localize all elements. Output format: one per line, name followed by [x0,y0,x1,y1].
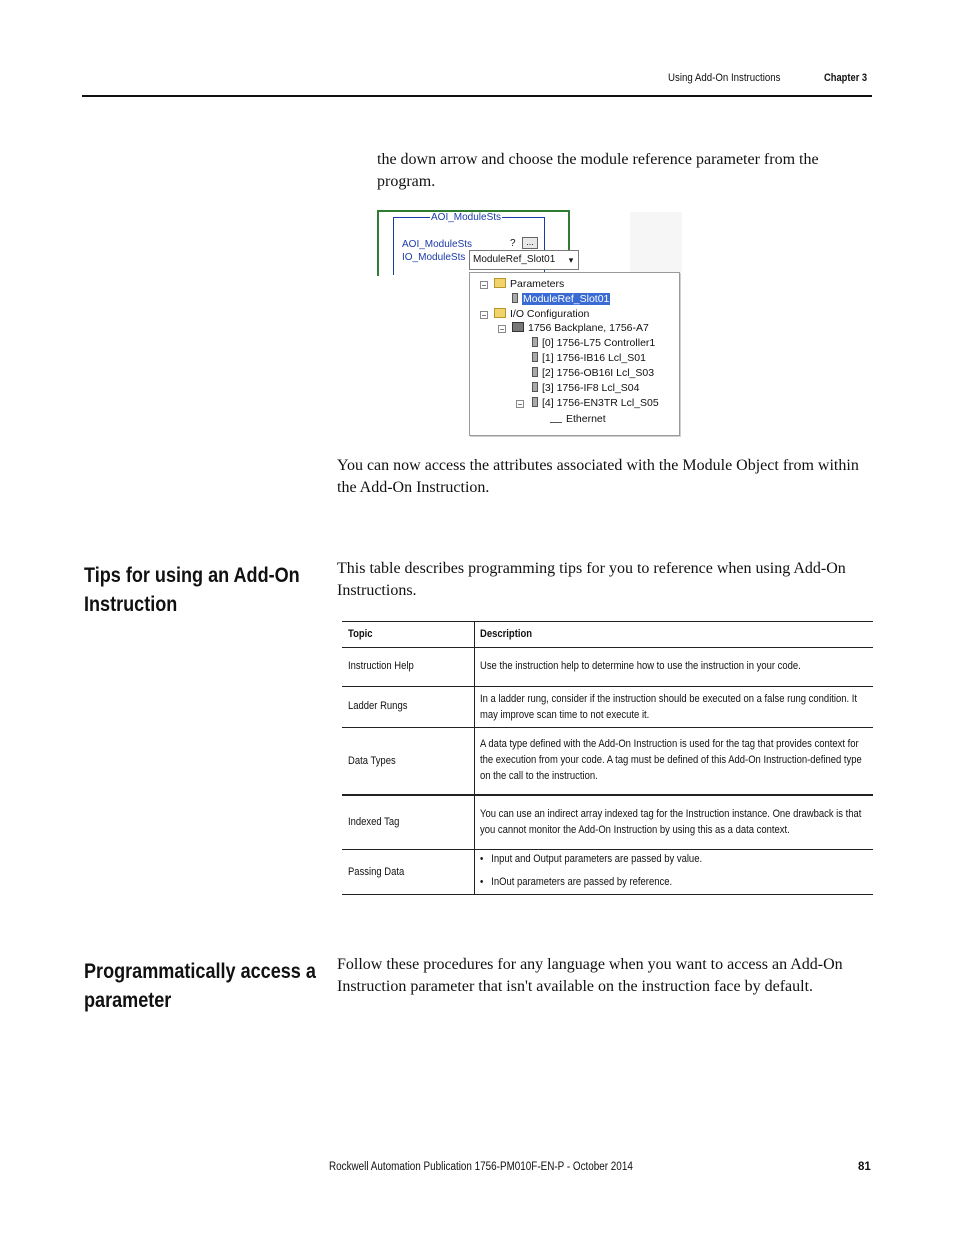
row-bullet: • Input and Output parameters are passed by value. [480,853,703,865]
aoi-param-module: IO_ModuleSts [402,252,466,263]
table-row [342,727,873,795]
header-rule [82,95,872,97]
row-topic: Ladder Rungs [348,700,408,712]
row-description: In a ladder rung, consider if the instruction should be executed on a false rung condition. It may improve scan time to not execute it. [480,693,858,721]
tree-item-slot4[interactable]: [4] 1756-EN3TR Lcl_S05 [532,397,659,409]
row-topic: Instruction Help [348,660,414,672]
table-row [342,686,873,728]
module-icon [532,352,538,362]
row-description: Use the instruction help to determine how to use the instruction in your code. [480,660,801,672]
combo-value: ModuleRef_Slot01 [473,254,556,265]
ladder-right-rail [568,210,570,252]
table-row [342,794,873,849]
page-number: 81 [858,1161,871,1173]
controller-icon [532,337,538,347]
tree-item-parameters[interactable]: Parameters [494,278,564,290]
row-bullet: • InOut parameters are passed by reference. [480,876,673,888]
row-description: A data type defined with the Add-On Instruction is used for the tag that provides context for the execution from your code. A tag must be defined of this Add-On Instruction-defined type on the call to the instruction. [480,738,862,782]
table-column-divider [474,621,475,895]
table-row [342,647,873,687]
tree-item-io-config[interactable]: I/O Configuration [494,308,589,320]
row-topic: Passing Data [348,866,405,878]
tree-item-slot0[interactable]: [0] 1756-L75 Controller1 [532,337,655,349]
after-figure-paragraph: You can now access the attributes associated with the Module Object from within the Add-On Instruction. [337,457,859,496]
tree-item-moduleref[interactable]: ModuleRef_Slot01 [512,293,610,305]
collapse-icon[interactable]: − [499,325,505,334]
aoi-param-value: ? [510,238,516,249]
collapse-icon[interactable]: − [481,311,487,320]
tree-item-slot1[interactable]: [1] 1756-IB16 Lcl_S01 [532,352,646,364]
table-row [342,849,873,895]
running-header-title: Using Add-On Instructions [668,72,781,84]
section-tips-intro: This table describes programming tips for you to reference when using Add-On Instructions. [337,560,846,599]
module-ref-icon [512,293,518,303]
footer-publication: Rockwell Automation Publication 1756-PM010F-EN-P - October 2014 [329,1161,633,1173]
intro-paragraph: the down arrow and choose the module reference parameter from the program. [377,151,819,190]
tree-item-ethernet[interactable]: Ethernet [550,412,606,425]
network-icon [550,412,562,423]
table-header-description: Description [480,628,533,640]
figure-shadow [630,212,682,272]
backplane-icon [512,322,524,332]
aoi-param-instance: AOI_ModuleSts [402,239,473,250]
folder-icon [494,308,506,318]
row-description: You can use an indirect array indexed tag for the Instruction instance. One drawback is that you cannot monitor the Add-On Instruction by using this as a data context. [480,808,862,836]
module-icon [532,397,538,407]
row-topic: Indexed Tag [348,816,400,828]
chevron-down-icon[interactable]: ▾ [568,255,574,265]
aoi-title: AOI_ModuleSts [431,212,502,223]
table-header-row [342,621,873,648]
row-topic: Data Types [348,755,396,767]
tree-item-slot2[interactable]: [2] 1756-OB16I Lcl_S03 [532,367,654,379]
section-heading-programmatic: Programmatically access a parameter [84,960,316,1012]
section-heading-tips: Tips for using an Add-On Instruction [84,564,300,616]
collapse-icon[interactable]: − [517,400,523,409]
running-header-chapter: Chapter 3 [824,72,868,84]
table-header-topic: Topic [348,628,373,640]
module-icon [532,382,538,392]
collapse-icon[interactable]: − [481,281,487,290]
browse-button[interactable]: ... [522,237,538,249]
tag-browser-tree[interactable] [469,272,680,436]
folder-icon [494,278,506,288]
section-programmatic-intro: Follow these procedures for any language when you want to access an Add-On Instruction parameter that isn't available on the instruction face by default. [337,956,843,995]
tree-item-slot3[interactable]: [3] 1756-IF8 Lcl_S04 [532,382,639,394]
tree-item-backplane[interactable]: 1756 Backplane, 1756-A7 [512,322,649,334]
module-icon [532,367,538,377]
